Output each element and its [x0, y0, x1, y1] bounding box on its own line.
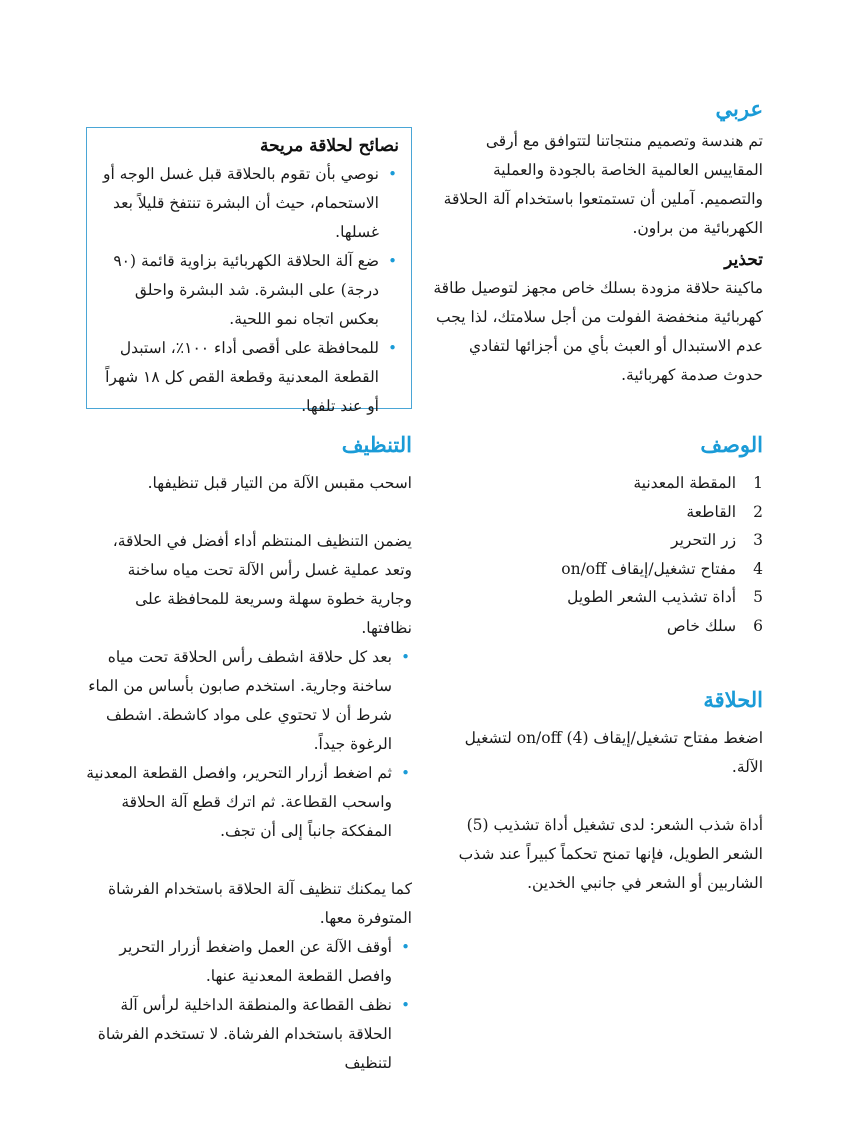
- description-item: 2 القاطعة: [686, 502, 763, 521]
- cleaning-list-2: [82, 933, 412, 1078]
- tips-item: • ضع آلة الحلاقة الكهربائية بزاوية قائمة (٩٠ درجة) على البشرة. شد البشرة واحلق بعكس اتجاه نمو اللحية.: [97, 247, 399, 334]
- description-item: 1 المقطة المعدنية: [633, 474, 763, 493]
- cleaning-list-1: [82, 643, 412, 846]
- cleaning-step: • نظف القطاعة والمنطقة الداخلية لرأس آلة الحلاقة باستخدام الفرشاة. لا تستخدم الفرشاة لتنظيف: [82, 991, 412, 1078]
- shaving-para-1: اضغط مفتاح تشغيل/إيقاف on/off (4) لتشغيل الآلة.: [464, 729, 763, 777]
- tips-list: [97, 160, 399, 421]
- shaving-heading: الحلاقة: [703, 687, 763, 712]
- tips-box: [86, 127, 412, 415]
- intro-section: [433, 96, 763, 243]
- warning-body: ماكينة حلاقة مزودة بسلك خاص مجهز لتوصيل طاقة كهربائية منخفضة الفولت من أجل سلامتك، لذا يجب عدم الاستبدال أو العبث بأي من أجزائها لتفادي حدوث صدمة كهربائية.: [433, 278, 763, 384]
- intro-heading: عربي: [715, 96, 763, 121]
- description-item: 3 زر التحرير: [671, 531, 763, 550]
- description-section: [433, 432, 763, 640]
- warning-section: [433, 248, 763, 390]
- description-item: 4 مفتاح تشغيل/إيقاف on/off: [561, 559, 763, 578]
- description-heading: الوصف: [700, 432, 763, 457]
- description-list: [433, 469, 763, 640]
- tips-item: • للمحافظة على أقصى أداء ١٠٠٪، استبدل القطعة المعدنية وقطعة القص كل ١٨ شهراً أو عند تلفها.: [97, 334, 399, 421]
- cleaning-para-2: يضمن التنظيف المنتظم أداء أفضل في الحلاقة، وتعد عملية غسل رأس الآلة تحت مياه ساخنة وجارية خطوة سهلة وسريعة للمحافظة على نظافتها.: [112, 532, 412, 638]
- description-item: 6 سلك خاص: [666, 616, 763, 635]
- cleaning-para-3: كما يمكنك تنظيف آلة الحلاقة باستخدام الفرشاة المتوفرة معها.: [108, 880, 412, 928]
- cleaning-step: • أوقف الآلة عن العمل واضغط أزرار التحرير وافصل القطعة المعدنية عنها.: [82, 933, 412, 991]
- shaving-para-2: أداة شذب الشعر: لدى تشغيل أداة تشذيب (5) الشعر الطويل، فإنها تمنح تحكماً كبيراً عند شذب الشاربين أو الشعر في جانبي الخدين.: [458, 816, 763, 893]
- warning-heading: تحذير: [724, 250, 763, 270]
- cleaning-step: • ثم اضغط أزرار التحرير، وافصل القطعة المعدنية واسحب القطاعة. ثم اترك قطع آلة الحلاقة المفككة جانباً إلى أن تجف.: [82, 759, 412, 846]
- tips-item: • نوصي بأن تقوم بالحلاقة قبل غسل الوجه أو الاستحمام، حيث أن البشرة تنتفخ قليلاً بعد غسلها.: [97, 160, 399, 247]
- shaving-section: [433, 687, 763, 898]
- tips-heading: نصائح لحلاقة مريحة: [259, 136, 399, 156]
- cleaning-section: [82, 432, 412, 1078]
- description-item: 5 أداة تشذيب الشعر الطويل: [567, 588, 763, 607]
- cleaning-heading: التنظيف: [341, 432, 412, 457]
- intro-body: تم هندسة وتصميم منتجاتنا لتتوافق مع أرقى المقاييس العالمية الخاصة بالجودة والعملية والتصميم. آملين أن تستمتعوا باستخدام آلة الحلاقة الكهربائية من براون.: [443, 132, 763, 238]
- cleaning-para-1: اسحب مقبس الآلة من التيار قبل تنظيفها.: [147, 474, 412, 493]
- cleaning-step: • بعد كل حلاقة اشطف رأس الحلاقة تحت مياه ساخنة وجارية. استخدم صابون بأساس من الماء شرط أن لا تحتوي على مواد كاشطة. اشطف الرغوة جيداً.: [82, 643, 412, 759]
